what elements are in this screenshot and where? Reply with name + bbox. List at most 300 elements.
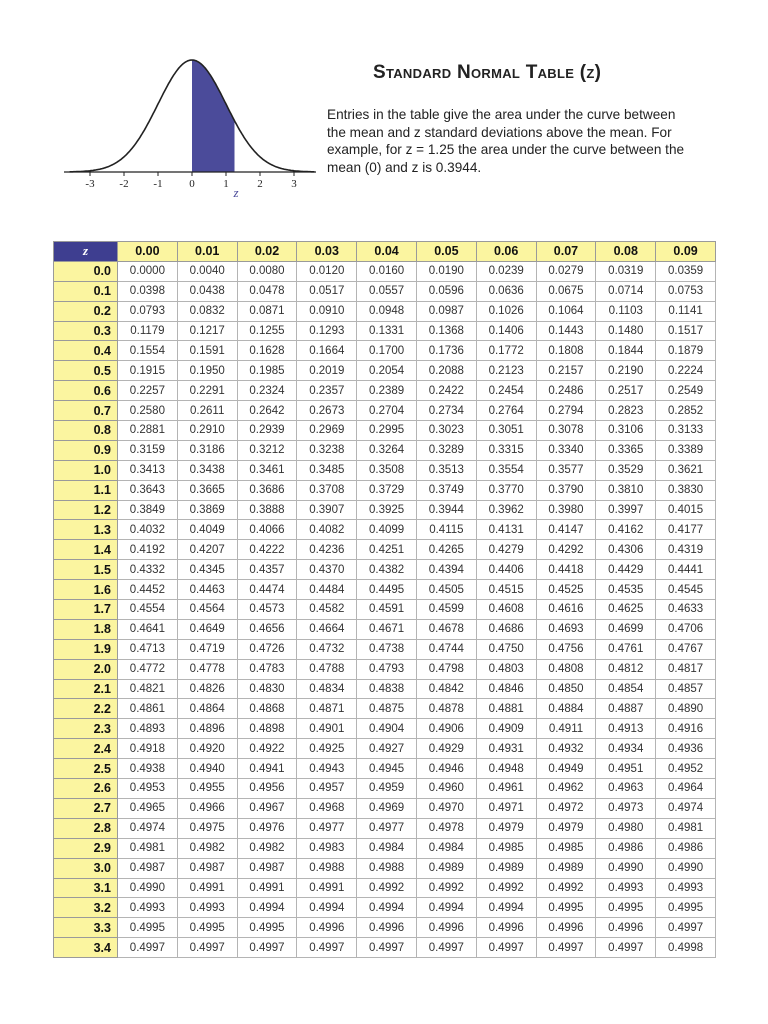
table-cell: 0.4904	[357, 719, 417, 739]
row-header-z: 3.1	[54, 878, 118, 898]
table-cell: 0.4987	[237, 858, 297, 878]
row-header-z: 0.4	[54, 341, 118, 361]
table-cell: 0.1026	[476, 301, 536, 321]
table-row	[54, 321, 716, 341]
table-cell: 0.4864	[177, 699, 237, 719]
table-row	[54, 878, 716, 898]
table-cell: 0.4996	[416, 918, 476, 938]
table-cell: 0.4992	[476, 878, 536, 898]
table-cell: 0.4970	[416, 798, 476, 818]
table-row	[54, 918, 716, 938]
table-cell: 0.4969	[357, 798, 417, 818]
row-header-z: 2.5	[54, 759, 118, 779]
table-cell: 0.4099	[357, 520, 417, 540]
table-cell: 0.2939	[237, 421, 297, 441]
table-cell: 0.3749	[416, 480, 476, 500]
table-cell: 0.4808	[536, 659, 596, 679]
table-cell: 0.4978	[416, 818, 476, 838]
table-cell: 0.4875	[357, 699, 417, 719]
row-header-z: 1.8	[54, 619, 118, 639]
axis-label-n1: -1	[153, 178, 163, 190]
table-cell: 0.3078	[536, 421, 596, 441]
table-cell: 0.0948	[357, 301, 417, 321]
table-cell: 0.1179	[118, 321, 178, 341]
table-cell: 0.4997	[237, 938, 297, 958]
table-cell: 0.4162	[596, 520, 656, 540]
table-cell: 0.4382	[357, 560, 417, 580]
table-cell: 0.4878	[416, 699, 476, 719]
table-cell: 0.0675	[536, 281, 596, 301]
table-cell: 0.4996	[297, 918, 357, 938]
table-cell: 0.0987	[416, 301, 476, 321]
table-cell: 0.4850	[536, 679, 596, 699]
table-cell: 0.0753	[656, 281, 716, 301]
table-cell: 0.4732	[297, 639, 357, 659]
table-row	[54, 460, 716, 480]
table-cell: 0.4726	[237, 639, 297, 659]
table-cell: 0.3438	[177, 460, 237, 480]
table-cell: 0.4761	[596, 639, 656, 659]
table-cell: 0.0319	[596, 261, 656, 281]
table-cell: 0.1985	[237, 361, 297, 381]
z-corner-header: z	[54, 242, 118, 262]
table-cell: 0.1368	[416, 321, 476, 341]
table-cell: 0.3264	[357, 440, 417, 460]
table-row	[54, 281, 716, 301]
table-row	[54, 421, 716, 441]
table-cell: 0.4989	[536, 858, 596, 878]
table-cell: 0.2324	[237, 381, 297, 401]
row-header-z: 0.5	[54, 361, 118, 381]
table-cell: 0.2580	[118, 401, 178, 421]
table-cell: 0.4995	[656, 898, 716, 918]
table-cell: 0.4177	[656, 520, 716, 540]
table-cell: 0.4686	[476, 619, 536, 639]
table-cell: 0.4996	[536, 918, 596, 938]
table-cell: 0.0239	[476, 261, 536, 281]
table-cell: 0.2019	[297, 361, 357, 381]
row-header-z: 0.0	[54, 261, 118, 281]
table-cell: 0.4608	[476, 600, 536, 620]
table-cell: 0.4115	[416, 520, 476, 540]
table-cell: 0.1950	[177, 361, 237, 381]
table-cell: 0.4884	[536, 699, 596, 719]
table-cell: 0.4987	[177, 858, 237, 878]
table-cell: 0.2257	[118, 381, 178, 401]
table-cell: 0.4699	[596, 619, 656, 639]
row-header-z: 1.3	[54, 520, 118, 540]
table-cell: 0.2357	[297, 381, 357, 401]
table-cell: 0.4913	[596, 719, 656, 739]
table-row	[54, 440, 716, 460]
table-cell: 0.4649	[177, 619, 237, 639]
table-cell: 0.4977	[357, 818, 417, 838]
table-cell: 0.0359	[656, 261, 716, 281]
table-cell: 0.3315	[476, 440, 536, 460]
table-cell: 0.4955	[177, 779, 237, 799]
table-cell: 0.4929	[416, 739, 476, 759]
table-row	[54, 560, 716, 580]
page-title: Standard Normal Table (z)	[373, 62, 602, 83]
row-header-z: 0.8	[54, 421, 118, 441]
table-cell: 0.4981	[118, 838, 178, 858]
table-cell: 0.1664	[297, 341, 357, 361]
table-cell: 0.2549	[656, 381, 716, 401]
table-cell: 0.2224	[656, 361, 716, 381]
table-cell: 0.4997	[596, 938, 656, 958]
row-header-z: 0.1	[54, 281, 118, 301]
table-cell: 0.4945	[357, 759, 417, 779]
table-cell: 0.4974	[118, 818, 178, 838]
table-cell: 0.4990	[118, 878, 178, 898]
table-cell: 0.4821	[118, 679, 178, 699]
table-cell: 0.3770	[476, 480, 536, 500]
table-cell: 0.4406	[476, 560, 536, 580]
table-cell: 0.4279	[476, 540, 536, 560]
table-cell: 0.4931	[476, 739, 536, 759]
table-cell: 0.3869	[177, 500, 237, 520]
table-cell: 0.4545	[656, 580, 716, 600]
table-cell: 0.4838	[357, 679, 417, 699]
table-cell: 0.4992	[416, 878, 476, 898]
z-marker: z	[233, 185, 239, 200]
table-cell: 0.1480	[596, 321, 656, 341]
table-cell: 0.4984	[357, 838, 417, 858]
table-cell: 0.4997	[357, 938, 417, 958]
table-cell: 0.4582	[297, 600, 357, 620]
table-cell: 0.0279	[536, 261, 596, 281]
table-cell: 0.4993	[596, 878, 656, 898]
table-cell: 0.4082	[297, 520, 357, 540]
table-cell: 0.4993	[177, 898, 237, 918]
table-cell: 0.4861	[118, 699, 178, 719]
table-cell: 0.2088	[416, 361, 476, 381]
table-cell: 0.4803	[476, 659, 536, 679]
table-cell: 0.3944	[416, 500, 476, 520]
table-cell: 0.4987	[118, 858, 178, 878]
table-cell: 0.0080	[237, 261, 297, 281]
table-cell: 0.4783	[237, 659, 297, 679]
table-cell: 0.4994	[476, 898, 536, 918]
axis-label-3: 3	[291, 178, 297, 190]
table-cell: 0.4641	[118, 619, 178, 639]
table-cell: 0.4997	[177, 938, 237, 958]
table-cell: 0.4207	[177, 540, 237, 560]
table-cell: 0.4993	[656, 878, 716, 898]
table-cell: 0.2611	[177, 401, 237, 421]
table-cell: 0.4505	[416, 580, 476, 600]
table-cell: 0.4957	[297, 779, 357, 799]
table-row	[54, 261, 716, 281]
table-cell: 0.4738	[357, 639, 417, 659]
table-cell: 0.1700	[357, 341, 417, 361]
table-cell: 0.4996	[596, 918, 656, 938]
table-cell: 0.1406	[476, 321, 536, 341]
table-cell: 0.1293	[297, 321, 357, 341]
table-cell: 0.4854	[596, 679, 656, 699]
table-cell: 0.3997	[596, 500, 656, 520]
table-cell: 0.0793	[118, 301, 178, 321]
table-row	[54, 500, 716, 520]
table-cell: 0.4952	[656, 759, 716, 779]
table-cell: 0.3708	[297, 480, 357, 500]
table-cell: 0.0000	[118, 261, 178, 281]
table-cell: 0.4989	[416, 858, 476, 878]
table-cell: 0.4981	[656, 818, 716, 838]
table-cell: 0.2704	[357, 401, 417, 421]
table-row	[54, 759, 716, 779]
table-cell: 0.3849	[118, 500, 178, 520]
table-cell: 0.4940	[177, 759, 237, 779]
table-cell: 0.4997	[656, 918, 716, 938]
table-row	[54, 619, 716, 639]
table-cell: 0.3485	[297, 460, 357, 480]
table-cell: 0.2454	[476, 381, 536, 401]
table-cell: 0.4599	[416, 600, 476, 620]
table-cell: 0.4706	[656, 619, 716, 639]
table-cell: 0.4956	[237, 779, 297, 799]
table-cell: 0.4922	[237, 739, 297, 759]
table-cell: 0.4756	[536, 639, 596, 659]
table-cell: 0.0120	[297, 261, 357, 281]
table-cell: 0.4474	[237, 580, 297, 600]
table-cell: 0.4429	[596, 560, 656, 580]
table-cell: 0.4967	[237, 798, 297, 818]
table-cell: 0.0160	[357, 261, 417, 281]
table-cell: 0.4357	[237, 560, 297, 580]
table-cell: 0.4991	[237, 878, 297, 898]
table-cell: 0.3686	[237, 480, 297, 500]
table-cell: 0.4591	[357, 600, 417, 620]
table-cell: 0.4871	[297, 699, 357, 719]
table-cell: 0.4964	[656, 779, 716, 799]
table-cell: 0.4898	[237, 719, 297, 739]
table-cell: 0.4671	[357, 619, 417, 639]
table-cell: 0.4901	[297, 719, 357, 739]
row-header-z: 1.5	[54, 560, 118, 580]
row-header-z: 3.0	[54, 858, 118, 878]
row-header-z: 2.7	[54, 798, 118, 818]
table-cell: 0.4941	[237, 759, 297, 779]
table-cell: 0.4990	[656, 858, 716, 878]
table-cell: 0.2291	[177, 381, 237, 401]
table-cell: 0.4982	[237, 838, 297, 858]
table-cell: 0.4995	[118, 918, 178, 938]
table-row	[54, 401, 716, 421]
table-cell: 0.4968	[297, 798, 357, 818]
table-cell: 0.4918	[118, 739, 178, 759]
table-cell: 0.3554	[476, 460, 536, 480]
table-cell: 0.4976	[237, 818, 297, 838]
table-row	[54, 898, 716, 918]
table-description: Entries in the table give the area under the curve between the mean and z standard deviations above the mean. For example, for z = 1.25 the area under the curve between the mean (0) and z is 0.3944.	[327, 107, 685, 175]
table-cell: 0.4418	[536, 560, 596, 580]
table-cell: 0.1554	[118, 341, 178, 361]
table-cell: 0.4147	[536, 520, 596, 540]
table-cell: 0.4332	[118, 560, 178, 580]
table-cell: 0.4015	[656, 500, 716, 520]
table-row	[54, 520, 716, 540]
table-cell: 0.4893	[118, 719, 178, 739]
table-cell: 0.3365	[596, 440, 656, 460]
table-row	[54, 361, 716, 381]
table-cell: 0.0910	[297, 301, 357, 321]
table-cell: 0.4946	[416, 759, 476, 779]
table-cell: 0.4992	[357, 878, 417, 898]
table-cell: 0.4938	[118, 759, 178, 779]
table-cell: 0.4934	[596, 739, 656, 759]
table-cell: 0.4846	[476, 679, 536, 699]
table-cell: 0.4973	[596, 798, 656, 818]
table-cell: 0.1879	[656, 341, 716, 361]
table-cell: 0.4948	[476, 759, 536, 779]
table-cell: 0.4066	[237, 520, 297, 540]
row-header-z: 1.4	[54, 540, 118, 560]
table-cell: 0.1628	[237, 341, 297, 361]
table-row	[54, 719, 716, 739]
axis-label-n3: -3	[85, 178, 95, 190]
table-cell: 0.4890	[656, 699, 716, 719]
table-cell: 0.4972	[536, 798, 596, 818]
table-row	[54, 540, 716, 560]
table-cell: 0.3790	[536, 480, 596, 500]
table-cell: 0.4495	[357, 580, 417, 600]
table-cell: 0.4719	[177, 639, 237, 659]
table-row	[54, 639, 716, 659]
table-cell: 0.4664	[297, 619, 357, 639]
z-table	[53, 241, 716, 958]
table-cell: 0.4979	[536, 818, 596, 838]
table-cell: 0.4994	[297, 898, 357, 918]
table-cell: 0.4767	[656, 639, 716, 659]
table-row	[54, 818, 716, 838]
table-cell: 0.4394	[416, 560, 476, 580]
table-cell: 0.4960	[416, 779, 476, 799]
column-header: 0.04	[357, 242, 417, 262]
table-cell: 0.4990	[596, 858, 656, 878]
table-cell: 0.4995	[177, 918, 237, 938]
table-cell: 0.4441	[656, 560, 716, 580]
table-cell: 0.2389	[357, 381, 417, 401]
table-cell: 0.0871	[237, 301, 297, 321]
table-cell: 0.4966	[177, 798, 237, 818]
row-header-z: 3.4	[54, 938, 118, 958]
table-cell: 0.4963	[596, 779, 656, 799]
column-header: 0.09	[656, 242, 716, 262]
table-cell: 0.4370	[297, 560, 357, 580]
row-header-z: 2.2	[54, 699, 118, 719]
table-cell: 0.4994	[237, 898, 297, 918]
table-cell: 0.4788	[297, 659, 357, 679]
column-header: 0.07	[536, 242, 596, 262]
table-row	[54, 858, 716, 878]
row-header-z: 1.0	[54, 460, 118, 480]
table-cell: 0.3413	[118, 460, 178, 480]
column-header: 0.01	[177, 242, 237, 262]
table-cell: 0.4977	[297, 818, 357, 838]
table-cell: 0.1808	[536, 341, 596, 361]
axis-label-1: 1	[223, 178, 229, 190]
table-cell: 0.3962	[476, 500, 536, 520]
table-cell: 0.4772	[118, 659, 178, 679]
table-cell: 0.4906	[416, 719, 476, 739]
table-cell: 0.4984	[416, 838, 476, 858]
row-header-z: 1.6	[54, 580, 118, 600]
column-header: 0.00	[118, 242, 178, 262]
table-cell: 0.4857	[656, 679, 716, 699]
table-cell: 0.4554	[118, 600, 178, 620]
table-cell: 0.4988	[357, 858, 417, 878]
header-row	[54, 242, 716, 262]
table-cell: 0.4985	[536, 838, 596, 858]
table-cell: 0.2881	[118, 421, 178, 441]
table-cell: 0.0478	[237, 281, 297, 301]
table-cell: 0.3729	[357, 480, 417, 500]
table-cell: 0.0040	[177, 261, 237, 281]
table-cell: 0.2910	[177, 421, 237, 441]
table-cell: 0.4995	[596, 898, 656, 918]
table-cell: 0.4961	[476, 779, 536, 799]
table-cell: 0.3643	[118, 480, 178, 500]
table-row	[54, 301, 716, 321]
table-cell: 0.2123	[476, 361, 536, 381]
row-header-z: 3.3	[54, 918, 118, 938]
table-cell: 0.3830	[656, 480, 716, 500]
table-cell: 0.2794	[536, 401, 596, 421]
table-cell: 0.2054	[357, 361, 417, 381]
axis-label-2: 2	[257, 178, 263, 190]
axis-label-n2: -2	[119, 178, 129, 190]
table-cell: 0.1064	[536, 301, 596, 321]
table-row	[54, 480, 716, 500]
table-cell: 0.2517	[596, 381, 656, 401]
table-cell: 0.0714	[596, 281, 656, 301]
table-cell: 0.4994	[357, 898, 417, 918]
row-header-z: 2.0	[54, 659, 118, 679]
table-body	[54, 261, 716, 957]
table-cell: 0.4953	[118, 779, 178, 799]
axis-ticks	[90, 172, 294, 176]
table-cell: 0.1331	[357, 321, 417, 341]
column-header: 0.06	[476, 242, 536, 262]
table-cell: 0.3508	[357, 460, 417, 480]
table-cell: 0.4830	[237, 679, 297, 699]
table-cell: 0.4997	[476, 938, 536, 958]
table-cell: 0.4974	[656, 798, 716, 818]
table-cell: 0.4345	[177, 560, 237, 580]
table-cell: 0.3238	[297, 440, 357, 460]
table-cell: 0.3925	[357, 500, 417, 520]
axis-label-0: 0	[189, 178, 195, 190]
table-cell: 0.3389	[656, 440, 716, 460]
table-cell: 0.4962	[536, 779, 596, 799]
table-cell: 0.1255	[237, 321, 297, 341]
table-cell: 0.4817	[656, 659, 716, 679]
column-header: 0.03	[297, 242, 357, 262]
table-row	[54, 779, 716, 799]
table-cell: 0.4812	[596, 659, 656, 679]
table-cell: 0.4693	[536, 619, 596, 639]
table-cell: 0.4484	[297, 580, 357, 600]
table-cell: 0.3577	[536, 460, 596, 480]
table-cell: 0.4994	[416, 898, 476, 918]
row-header-z: 0.9	[54, 440, 118, 460]
table-cell: 0.4868	[237, 699, 297, 719]
table-cell: 0.4995	[536, 898, 596, 918]
table-cell: 0.4535	[596, 580, 656, 600]
shaded-area	[192, 60, 235, 172]
table-row	[54, 739, 716, 759]
